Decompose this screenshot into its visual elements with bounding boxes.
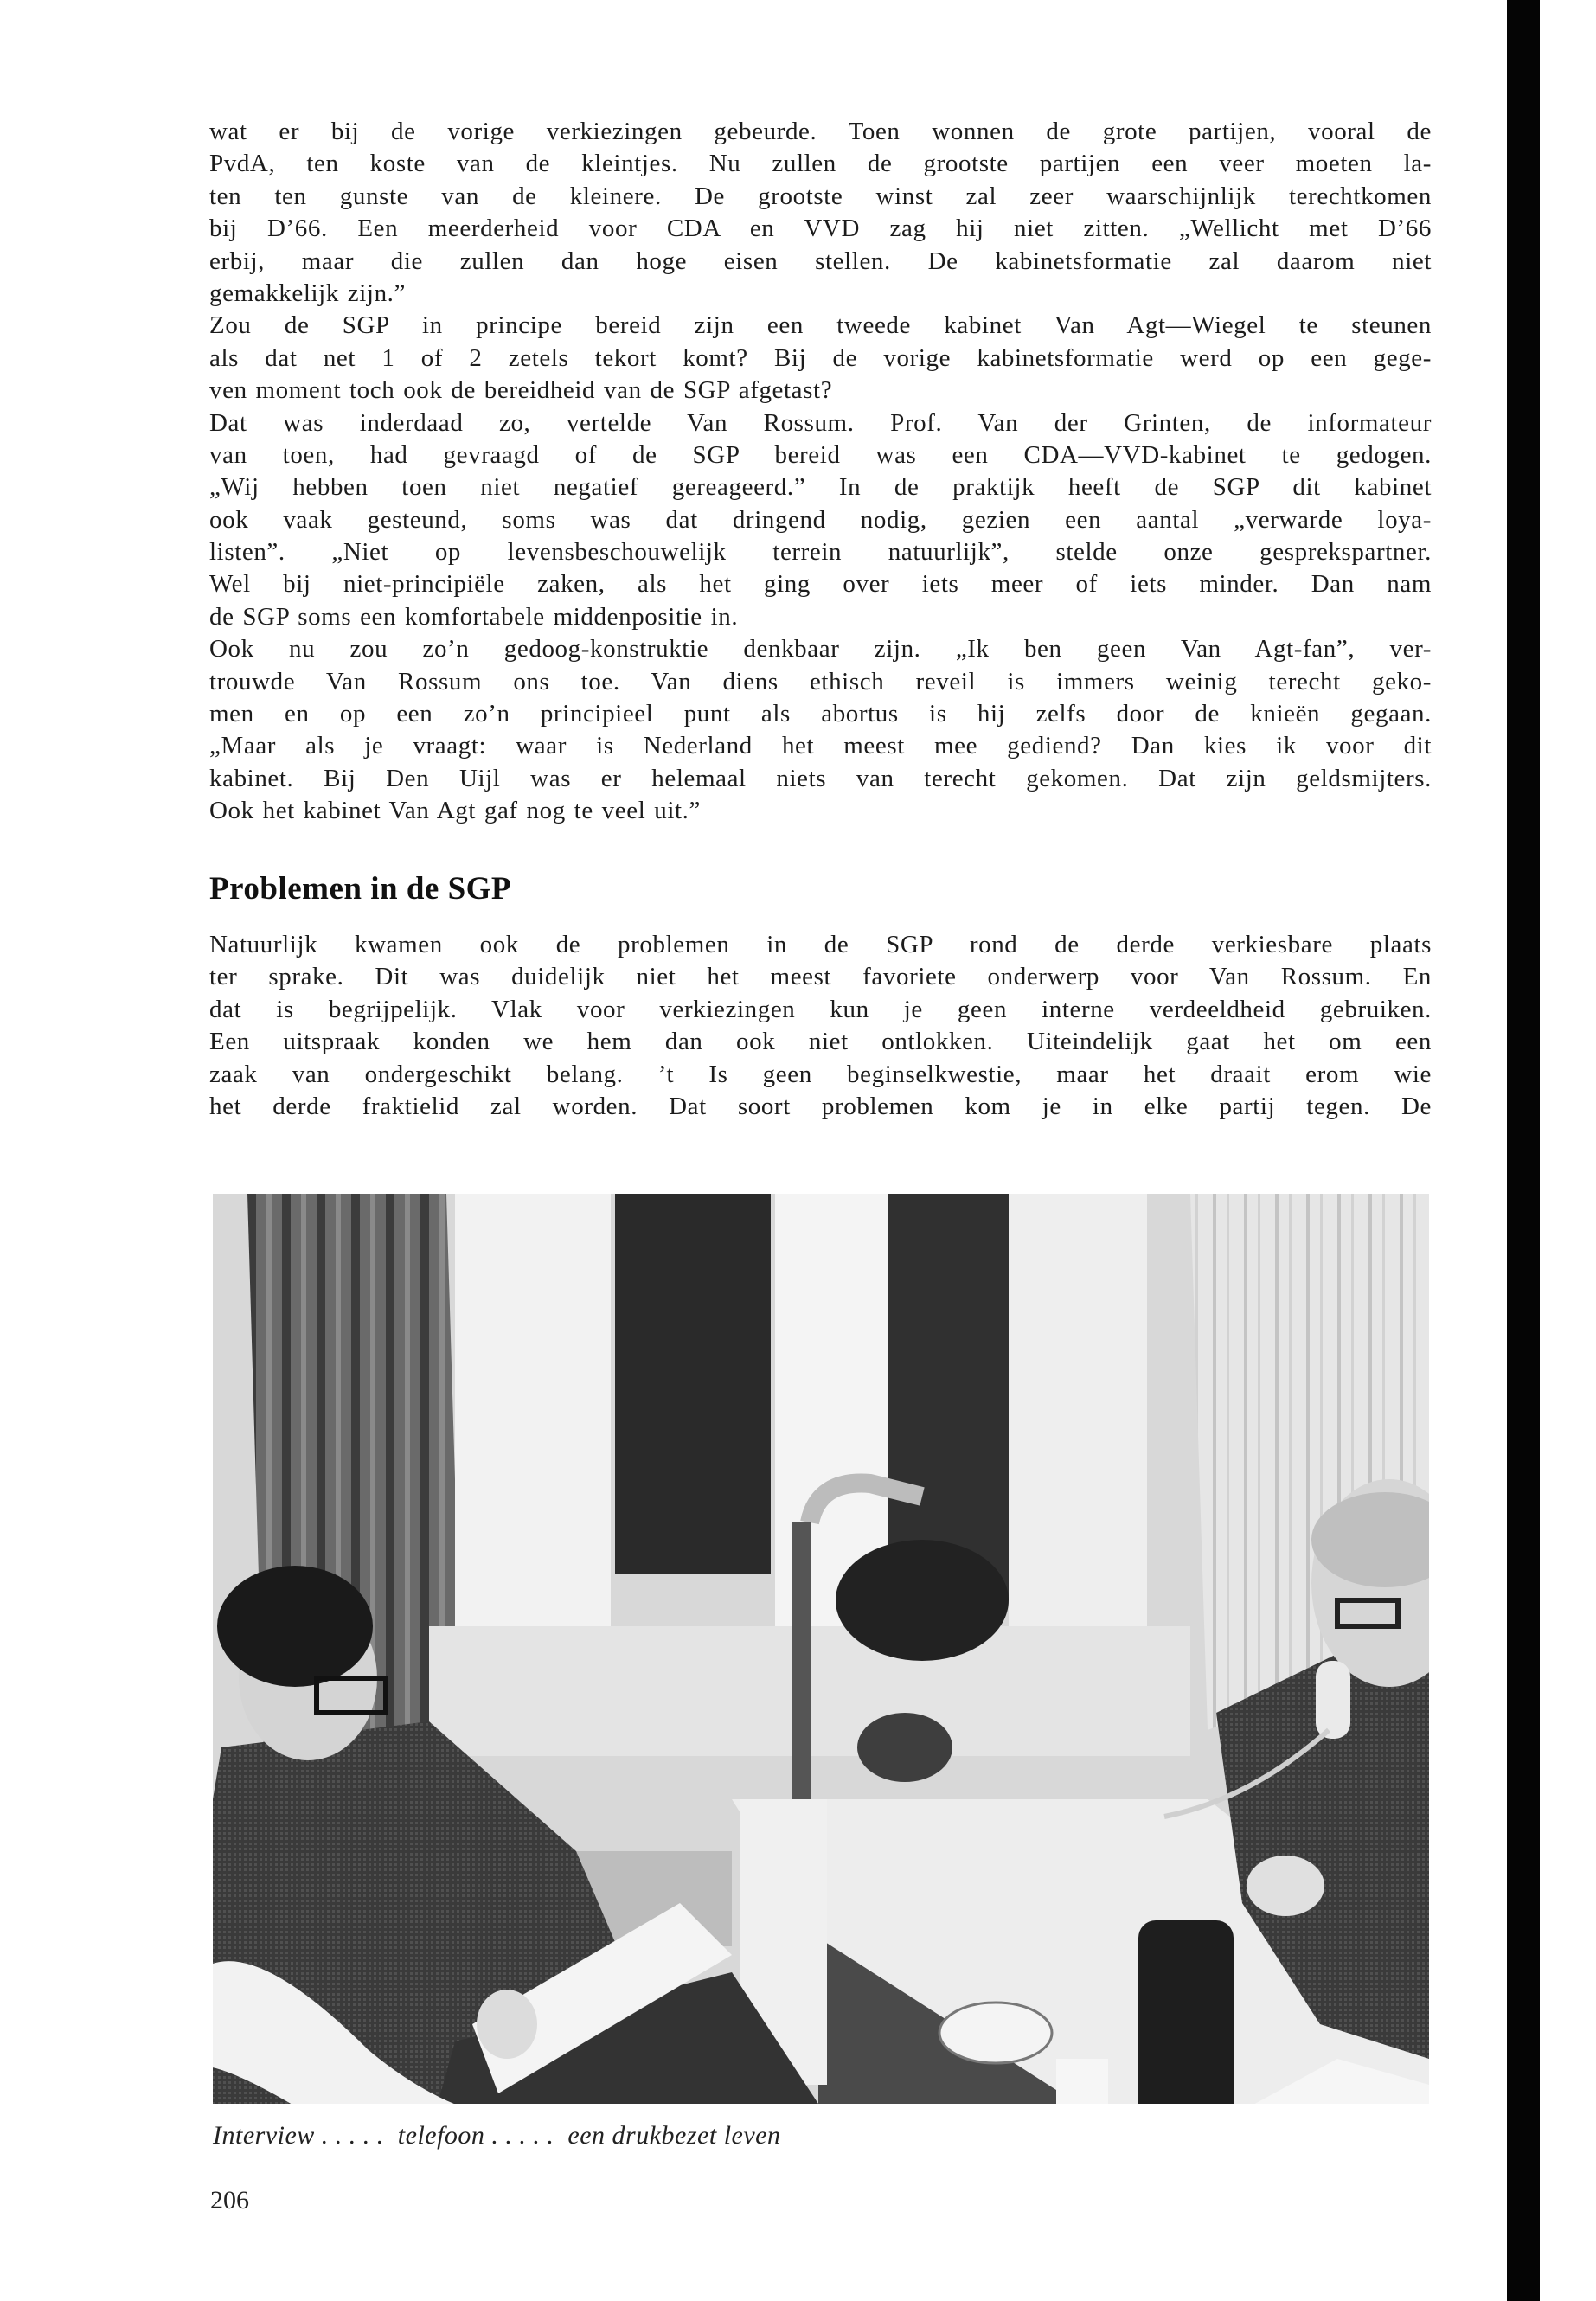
text-line: van toen, had gevraagd of de SGP bereid was een CDA—VVD-kabinet te gedogen. xyxy=(209,440,1432,469)
text-line: trouwde Van Rossum ons toe. Van diens ethisch reveil is immers weinig terecht geko- xyxy=(209,667,1432,695)
text-line: als dat net 1 of 2 zetels tekort komt? Bij de vorige kabinetsformatie werd op een gege- xyxy=(209,343,1432,372)
text-line: „Wij hebben toen niet negatief gereageerd.” In de praktijk heeft de SGP dit kabinet xyxy=(209,473,1432,502)
text-line: wat er bij de vorige verkiezingen gebeurde. Toen wonnen de grote partijen, vooral de xyxy=(209,118,1432,145)
text-line: het derde fraktielid zal worden. Dat soort problemen kom je in elke partij tegen. De xyxy=(209,1092,1432,1120)
text-line: ten ten gunste van de kleinere. De grootste winst zal zeer waarschijnlijk terechtkomen xyxy=(209,182,1432,210)
section-heading: Problemen in de SGP xyxy=(209,871,512,907)
text-line: gemakkelijk zijn.” xyxy=(209,279,407,307)
text-line: ook vaak gesteund, soms was dat dringend nodig, gezien een aantal „verwarde loya- xyxy=(209,505,1432,534)
text-line: Ook nu zou zo’n gedoog-konstruktie denkbaar zijn. „Ik ben geen Van Agt-fan”, ver- xyxy=(209,635,1432,663)
text-line: bij D’66. Een meerderheid voor CDA en VVD zag hij niet zitten. „Wellicht met D’66 xyxy=(209,215,1432,243)
text-line: Zou de SGP in principe bereid zijn een tweede kabinet Van Agt—Wiegel te steunen xyxy=(209,311,1432,340)
text-line: de SGP soms een komfortabele middenpositie in. xyxy=(209,602,739,631)
photo-scene-illustration xyxy=(213,1194,1429,2104)
text-line: Wel bij niet-principiële zaken, als het ging over iets meer of iets minder. Dan nam xyxy=(209,570,1432,599)
text-line: Ook het kabinet Van Agt gaf nog te veel uit.” xyxy=(209,797,701,825)
text-line: men en op een zo’n principieel punt als abortus is hij zelfs door de knieën gegaan. xyxy=(209,700,1432,728)
text-line: Dat was inderdaad zo, vertelde Van Rossum. Prof. Van der Grinten, de informateur xyxy=(209,408,1432,437)
text-line: „Maar als je vraagt: waar is Nederland het meest mee gediend? Dan kies ik voor dit xyxy=(209,732,1432,760)
interview-photo xyxy=(213,1194,1429,2104)
text-line: listen”. „Niet op levensbeschouwelijk terrein natuurlijk”, stelde onze gesprekspartner. xyxy=(209,538,1432,567)
text-line: erbij, maar die zullen dan hoge eisen stellen. De kabinetsformatie zal daarom niet xyxy=(209,247,1432,275)
text-line: ven moment toch ook de bereidheid van de SGP afgetast? xyxy=(209,376,833,405)
text-line: kabinet. Bij Den Uijl was er helemaal niets van terecht gekomen. Dat zijn geldsmijters. xyxy=(209,764,1432,792)
text-line: Een uitspraak konden we hem dan ook niet ontlokken. Uiteindelijk gaat het om een xyxy=(209,1028,1432,1056)
scan-edge-bar xyxy=(1507,0,1540,2301)
text-line: zaak van ondergeschikt belang. ’t Is geen beginselkwestie, maar het draait erom wie xyxy=(209,1060,1432,1088)
page-number: 206 xyxy=(210,2186,249,2214)
text-line: ter sprake. Dit was duidelijk niet het meest favoriete onderwerp voor Van Rossum. En xyxy=(209,963,1432,991)
body-text-block-2 xyxy=(209,929,1432,1123)
text-line: dat is begrijpelijk. Vlak voor verkiezingen kun je geen interne verdeeldheid gebruiken. xyxy=(209,995,1432,1023)
body-text-block-1 xyxy=(209,116,1432,828)
text-line: PvdA, ten koste van de kleintjes. Nu zullen de grootste partijen een veer moeten la- xyxy=(209,150,1432,178)
photo-caption: Interview . . . . . telefoon . . . . . een drukbezet leven xyxy=(213,2121,781,2150)
text-line: Natuurlijk kwamen ook de problemen in de SGP rond de derde verkiesbare plaats xyxy=(209,931,1432,958)
